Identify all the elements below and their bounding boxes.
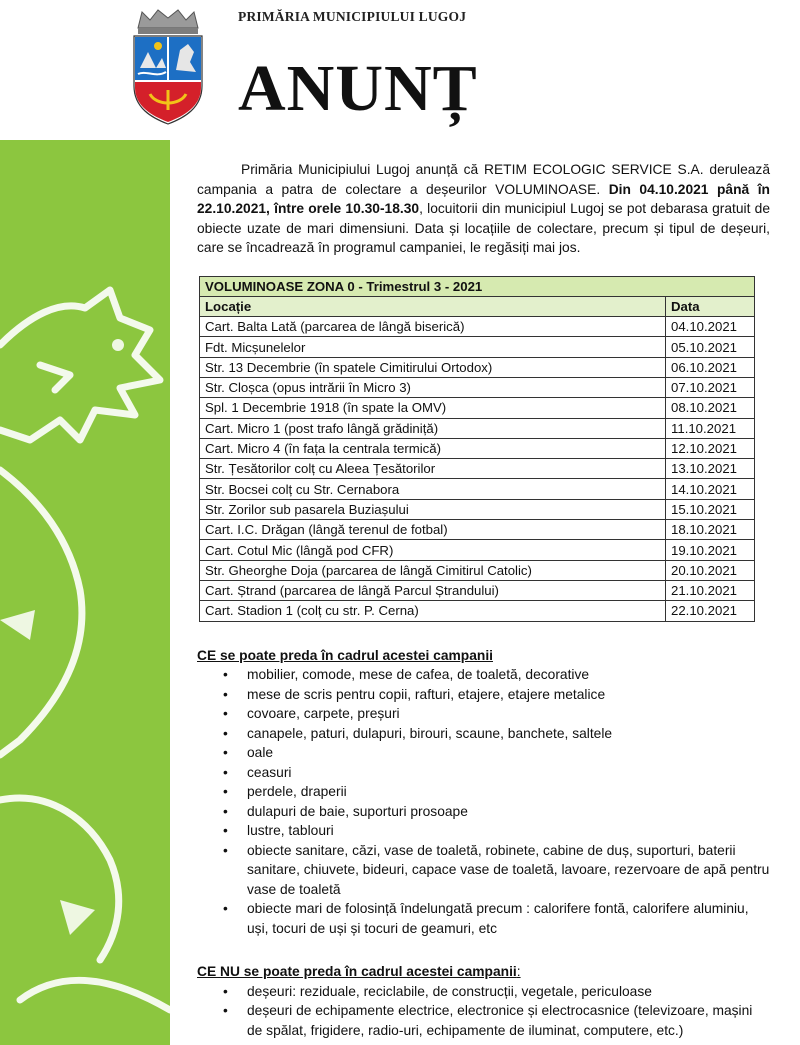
list-item: • dulapuri de baie, suporturi prosoape: [247, 802, 770, 822]
intro-text-continued: , locuitorii din municipiul Lugoj se pot debarasa gratuit de obiecte uzate de mari dimensiuni. Data și locațiile de colectare, precum și tipul de deșeuri, care se încadrează în programul campaniei, le regăsiți mai jos.: [197, 201, 770, 255]
table-row: [200, 398, 755, 418]
list-item: • obiecte sanitare, căzi, vase de toaletă, robinete, cabine de duș, suporturi, baterii sanitare, chiuvete, bideuri, capace vase de toaletă, lavoare, rezervoare de apă pentru vase de toaletă: [247, 841, 770, 900]
table-row: [200, 459, 755, 479]
table-row: [200, 601, 755, 621]
column-header-location: Locație: [200, 296, 666, 316]
intro-paragraph: [197, 160, 770, 258]
location-cell: Str. Gheorghe Doja (parcarea de lângă Cimitirul Catolic): [200, 560, 666, 580]
date-cell: 06.10.2021: [666, 357, 755, 377]
location-cell: Str. 13 Decembrie (în spatele Cimitirului Ortodox): [200, 357, 666, 377]
column-header-date: Data: [666, 296, 755, 316]
table-row: [200, 418, 755, 438]
table-row: [200, 560, 755, 580]
table-row: [200, 337, 755, 357]
date-cell: 07.10.2021: [666, 377, 755, 397]
table-row: [200, 479, 755, 499]
coat-of-arms: [128, 6, 208, 126]
table-row: [200, 438, 755, 458]
not-allowed-items-list: [197, 982, 770, 1041]
page-title: ANUNȚ: [238, 52, 478, 125]
table-row: [200, 520, 755, 540]
table-row: [200, 357, 755, 377]
location-cell: Cart. Micro 1 (post trafo lângă grădiniță): [200, 418, 666, 438]
date-cell: 22.10.2021: [666, 601, 755, 621]
date-cell: 20.10.2021: [666, 560, 755, 580]
allowed-section-title: CE se poate preda în cadrul acestei campanii: [197, 647, 493, 663]
table-row: [200, 317, 755, 337]
table-header-row: [200, 296, 755, 316]
wolf-silhouette-icon: [0, 140, 170, 1045]
location-cell: Cart. Cotul Mic (lângă pod CFR): [200, 540, 666, 560]
table-title: VOLUMINOASE ZONA 0 - Trimestrul 3 - 2021: [200, 276, 755, 296]
list-item: • perdele, draperii: [247, 782, 770, 802]
list-item: • obiecte mari de folosință îndelungată precum : calorifere fontă, calorifere aluminiu, uși, tocuri de uși și tocuri de geamuri, etc: [247, 899, 770, 938]
date-cell: 04.10.2021: [666, 317, 755, 337]
not-allowed-section-title: CE NU se poate preda în cadrul acestei campanii: [197, 964, 517, 980]
list-item: • mobilier, comode, mese de cafea, de toaletă, decorative: [247, 665, 770, 685]
date-cell: 14.10.2021: [666, 479, 755, 499]
table-row: [200, 499, 755, 519]
table-row: [200, 377, 755, 397]
collection-schedule-table: [199, 276, 755, 622]
location-cell: Str. Cloșca (opus intrării în Micro 3): [200, 377, 666, 397]
location-cell: Cart. Stadion 1 (colț cu str. P. Cerna): [200, 601, 666, 621]
location-cell: Cart. Balta Lată (parcarea de lângă biserică): [200, 317, 666, 337]
title-colon: :: [516, 964, 521, 980]
allowed-items-list: [197, 665, 770, 938]
list-item: • deșeuri: reziduale, reciclabile, de construcții, vegetale, periculoase: [247, 982, 770, 1002]
list-item: • mese de scris pentru copii, rafturi, etajere, etajere metalice: [247, 685, 770, 705]
intro-period: Din 04.10.2021 până în 22.10.2021, între orele 10.30-18.30: [197, 181, 770, 216]
announcement-body: [197, 160, 770, 1040]
date-cell: 19.10.2021: [666, 540, 755, 560]
date-cell: 21.10.2021: [666, 580, 755, 600]
date-cell: 15.10.2021: [666, 499, 755, 519]
table-title-row: [200, 276, 755, 296]
decorative-sidebar: [0, 140, 170, 1045]
list-item: • deșeuri de echipamente electrice, electronice și electrocasnice (televizoare, mașini de spălat, frigidere, radio-uri, echipamente de iluminat, computere, etc.): [247, 1001, 770, 1040]
location-cell: Str. Țesătorilor colț cu Aleea Țesătorilor: [200, 459, 666, 479]
date-cell: 18.10.2021: [666, 520, 755, 540]
location-cell: Fdt. Micșunelelor: [200, 337, 666, 357]
intro-text: Primăria Municipiului Lugoj anunță că RETIM ECOLOGIC SERVICE S.A. derulează campania a patra de colectare a deșeurilor VOLUMINOASE.: [197, 162, 770, 197]
date-cell: 05.10.2021: [666, 337, 755, 357]
table-row: [200, 580, 755, 600]
location-cell: Spl. 1 Decembrie 1918 (în spate la OMV): [200, 398, 666, 418]
not-allowed-section-heading: [197, 962, 770, 982]
coat-of-arms-icon: [128, 6, 208, 126]
list-item: • oale: [247, 743, 770, 763]
date-cell: 13.10.2021: [666, 459, 755, 479]
list-item: • lustre, tablouri: [247, 821, 770, 841]
location-cell: Cart. Micro 4 (în fața la centrala termică): [200, 438, 666, 458]
list-item: • ceasuri: [247, 763, 770, 783]
date-cell: 12.10.2021: [666, 438, 755, 458]
location-cell: Str. Bocsei colț cu Str. Cernabora: [200, 479, 666, 499]
list-item: • canapele, paturi, dulapuri, birouri, scaune, banchete, saltele: [247, 724, 770, 744]
location-cell: Str. Zorilor sub pasarela Buziașului: [200, 499, 666, 519]
list-item: • covoare, carpete, preșuri: [247, 704, 770, 724]
date-cell: 11.10.2021: [666, 418, 755, 438]
date-cell: 08.10.2021: [666, 398, 755, 418]
municipality-name: PRIMĂRIA MUNICIPIULUI LUGOJ: [238, 9, 467, 24]
table-row: [200, 540, 755, 560]
location-cell: Cart. I.C. Drăgan (lângă terenul de fotbal): [200, 520, 666, 540]
location-cell: Cart. Ștrand (parcarea de lângă Parcul Ștrandului): [200, 580, 666, 600]
